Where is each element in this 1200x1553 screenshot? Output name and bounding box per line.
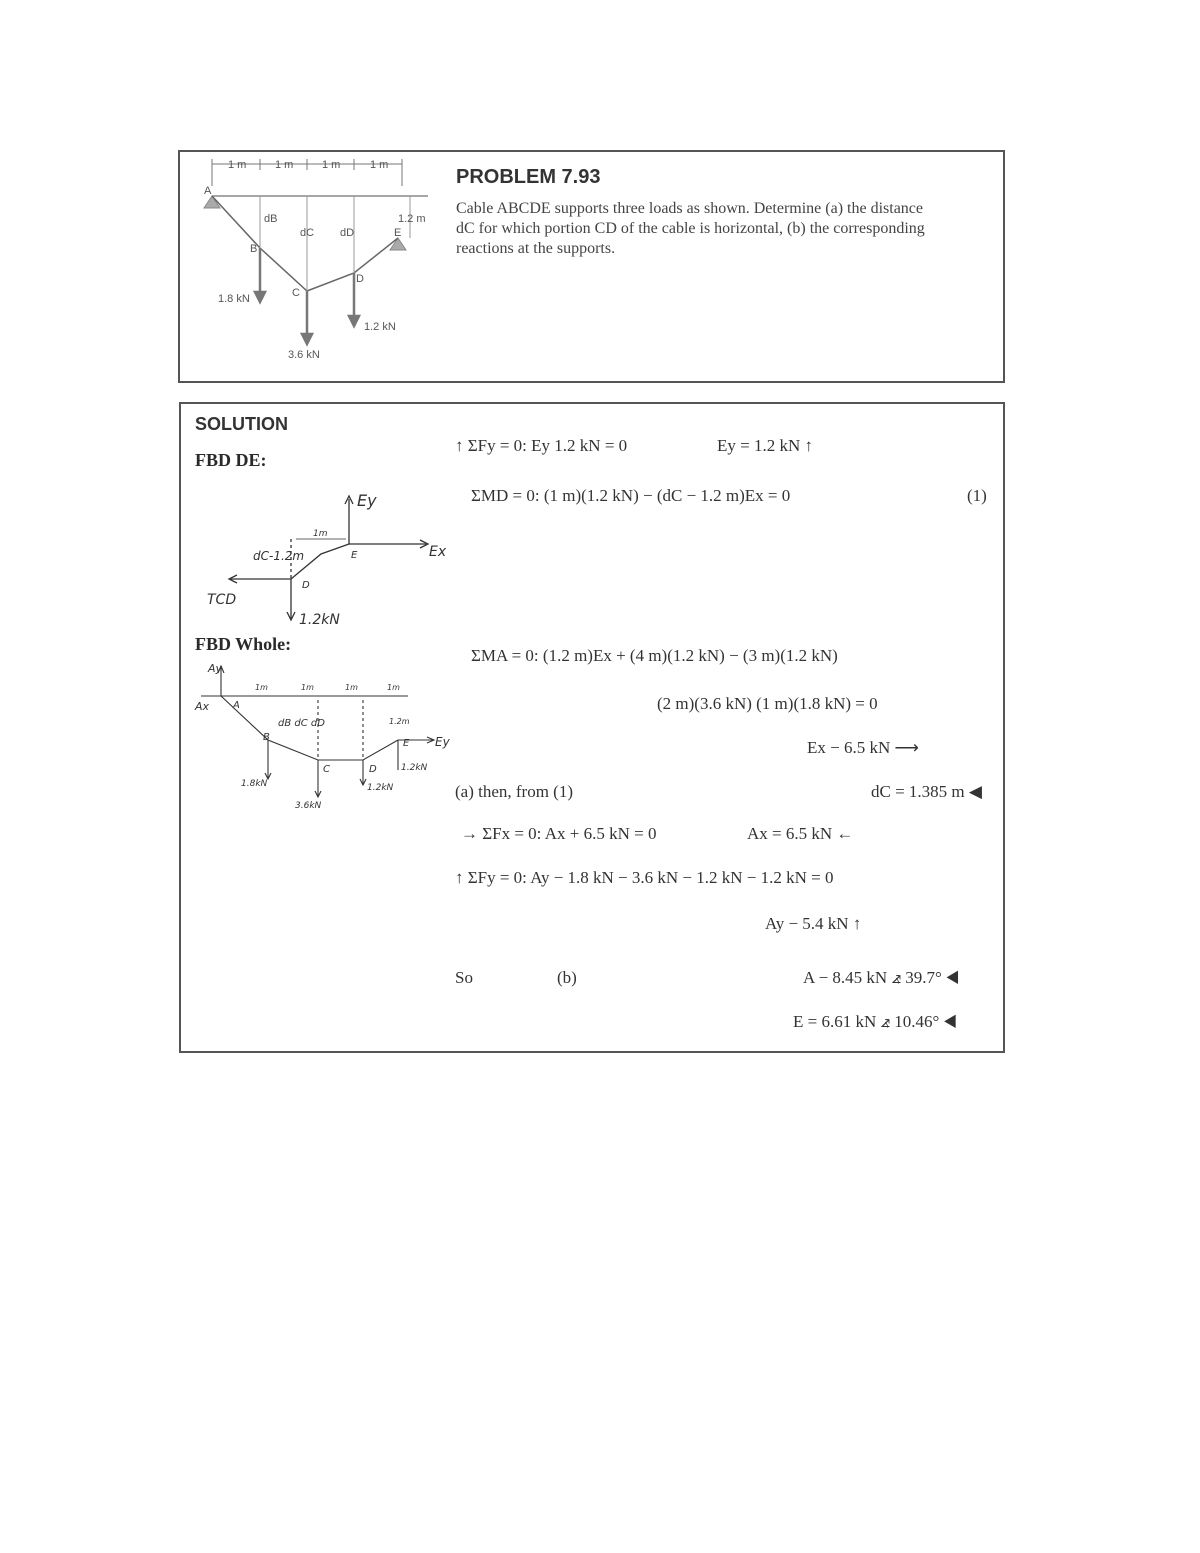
fbd-whole-ey: Ey — [435, 735, 450, 749]
load-d-label: 1.2 kN — [364, 321, 396, 333]
dc-label: dC — [300, 227, 315, 239]
fbd-whole-load-c: 3.6kN — [295, 801, 322, 811]
solution-panel — [179, 402, 1005, 1053]
problem-title: PROBLEM 7.93 — [456, 166, 601, 188]
load-c-label: 3.6 kN — [288, 349, 320, 361]
fbd-whole-ax: Ax — [195, 700, 210, 713]
point-d-label: D — [356, 273, 364, 285]
eq-4-lhs: (2 m)(3.6 kN) (1 m)(1.8 kN) = 0 — [657, 694, 878, 713]
height-label: 1.2 m — [398, 213, 426, 225]
fbd-whole-span-4: 1m — [387, 683, 400, 692]
fbd-whole-load-d: 1.2kN — [367, 783, 394, 793]
fbd-de-load: 1.2kN — [299, 612, 340, 628]
eq-7-rhs: Ax = 6.5 kN ← — [747, 824, 854, 843]
problem-panel — [178, 150, 1005, 383]
eq-9-rhs: Ay − 5.4 kN ↑ — [765, 914, 862, 933]
load-b-label: 1.8 kN — [218, 293, 250, 305]
fbd-de-dist: dC-1.2m — [253, 549, 305, 563]
cable-figure — [190, 156, 450, 381]
eq-8-lhs: ↑ ΣFy = 0: Ay − 1.8 kN − 3.6 kN − 1.2 kN − 1.2 kN = 0 — [455, 868, 834, 887]
span-label-4: 1 m — [370, 159, 389, 171]
point-a-label: A — [204, 185, 212, 197]
fbd-de-e: E — [351, 550, 358, 561]
solution-heading: SOLUTION — [195, 414, 288, 434]
problem-text-line-3: reactions at the supports. — [456, 240, 616, 257]
fbd-whole-label: FBD Whole: — [195, 634, 292, 654]
fbd-whole-load-e: 1.2kN — [401, 763, 428, 773]
span-label-1: 1 m — [228, 159, 247, 171]
problem-text-line-1: Cable ABCDE supports three loads as shown. Determine (a) the distance — [456, 200, 923, 217]
fbd-whole-dims: dB dC dD — [278, 718, 325, 729]
eq-6-lhs: (a) then, from (1) — [455, 782, 574, 801]
fbd-de-tcd: TCD — [207, 592, 237, 608]
eq-10-lhs: So — [455, 968, 473, 987]
eq-6-rhs: dC = 1.385 m ◀ — [871, 782, 982, 801]
span-label-3: 1 m — [322, 159, 341, 171]
fbd-whole-h: 1.2m — [389, 717, 410, 726]
eq-10-rhs: A − 8.45 kN ⦨ 39.7° ◀ — [803, 968, 960, 987]
span-label-2: 1 m — [275, 159, 294, 171]
fbd-whole-load-b: 1.8kN — [241, 779, 268, 789]
fbd-whole-sketch — [193, 660, 450, 811]
fbd-whole-b: B — [263, 732, 270, 743]
point-b-label: B — [250, 243, 258, 255]
fbd-de-span: 1m — [313, 529, 328, 539]
problem-text-line-2: dC for which portion CD of the cable is horizontal, (b) the corresponding — [456, 220, 925, 237]
fbd-whole-span-2: 1m — [301, 683, 314, 692]
fbd-de-ex: Ex — [429, 544, 447, 560]
fbd-whole-c: C — [323, 764, 330, 775]
point-e-label: E — [394, 227, 402, 239]
fbd-whole-a: A — [233, 700, 240, 711]
eq-7-lhs: → ΣFx = 0: Ax + 6.5 kN = 0 — [461, 824, 657, 843]
fbd-whole-d: D — [369, 764, 377, 775]
eq-11-rhs: E = 6.61 kN ⦨ 10.46° ◀ — [793, 1012, 958, 1031]
fbd-whole-e: E — [403, 738, 410, 749]
eq-5-rhs: Ex − 6.5 kN ⟶ — [807, 738, 919, 757]
fbd-de-d: D — [302, 580, 310, 591]
fbd-de-sketch — [201, 484, 451, 634]
eq-10-mid: (b) — [557, 968, 577, 987]
eq-1-rhs: Ey = 1.2 kN ↑ — [717, 436, 813, 455]
eq-3-lhs: ΣMA = 0: (1.2 m)Ex + (4 m)(1.2 kN) − (3 m)(1.2 kN) — [471, 646, 838, 665]
db-label: dB — [264, 213, 278, 225]
dd-label: dD — [340, 227, 355, 239]
eq-2-rhs: (1) — [967, 486, 987, 505]
eq-1-lhs: ↑ ΣFy = 0: Ey 1.2 kN = 0 — [455, 436, 628, 455]
fbd-whole-span-3: 1m — [345, 683, 358, 692]
eq-2-lhs: ΣMD = 0: (1 m)(1.2 kN) − (dC − 1.2 m)Ex = 0 — [471, 486, 791, 505]
point-c-label: C — [292, 287, 300, 299]
fbd-whole-ay: Ay — [208, 662, 223, 675]
fbd-whole-span-1: 1m — [255, 683, 268, 692]
fbd-de-ey: Ey — [357, 491, 377, 510]
fbd-de-label: FBD DE: — [195, 450, 267, 470]
